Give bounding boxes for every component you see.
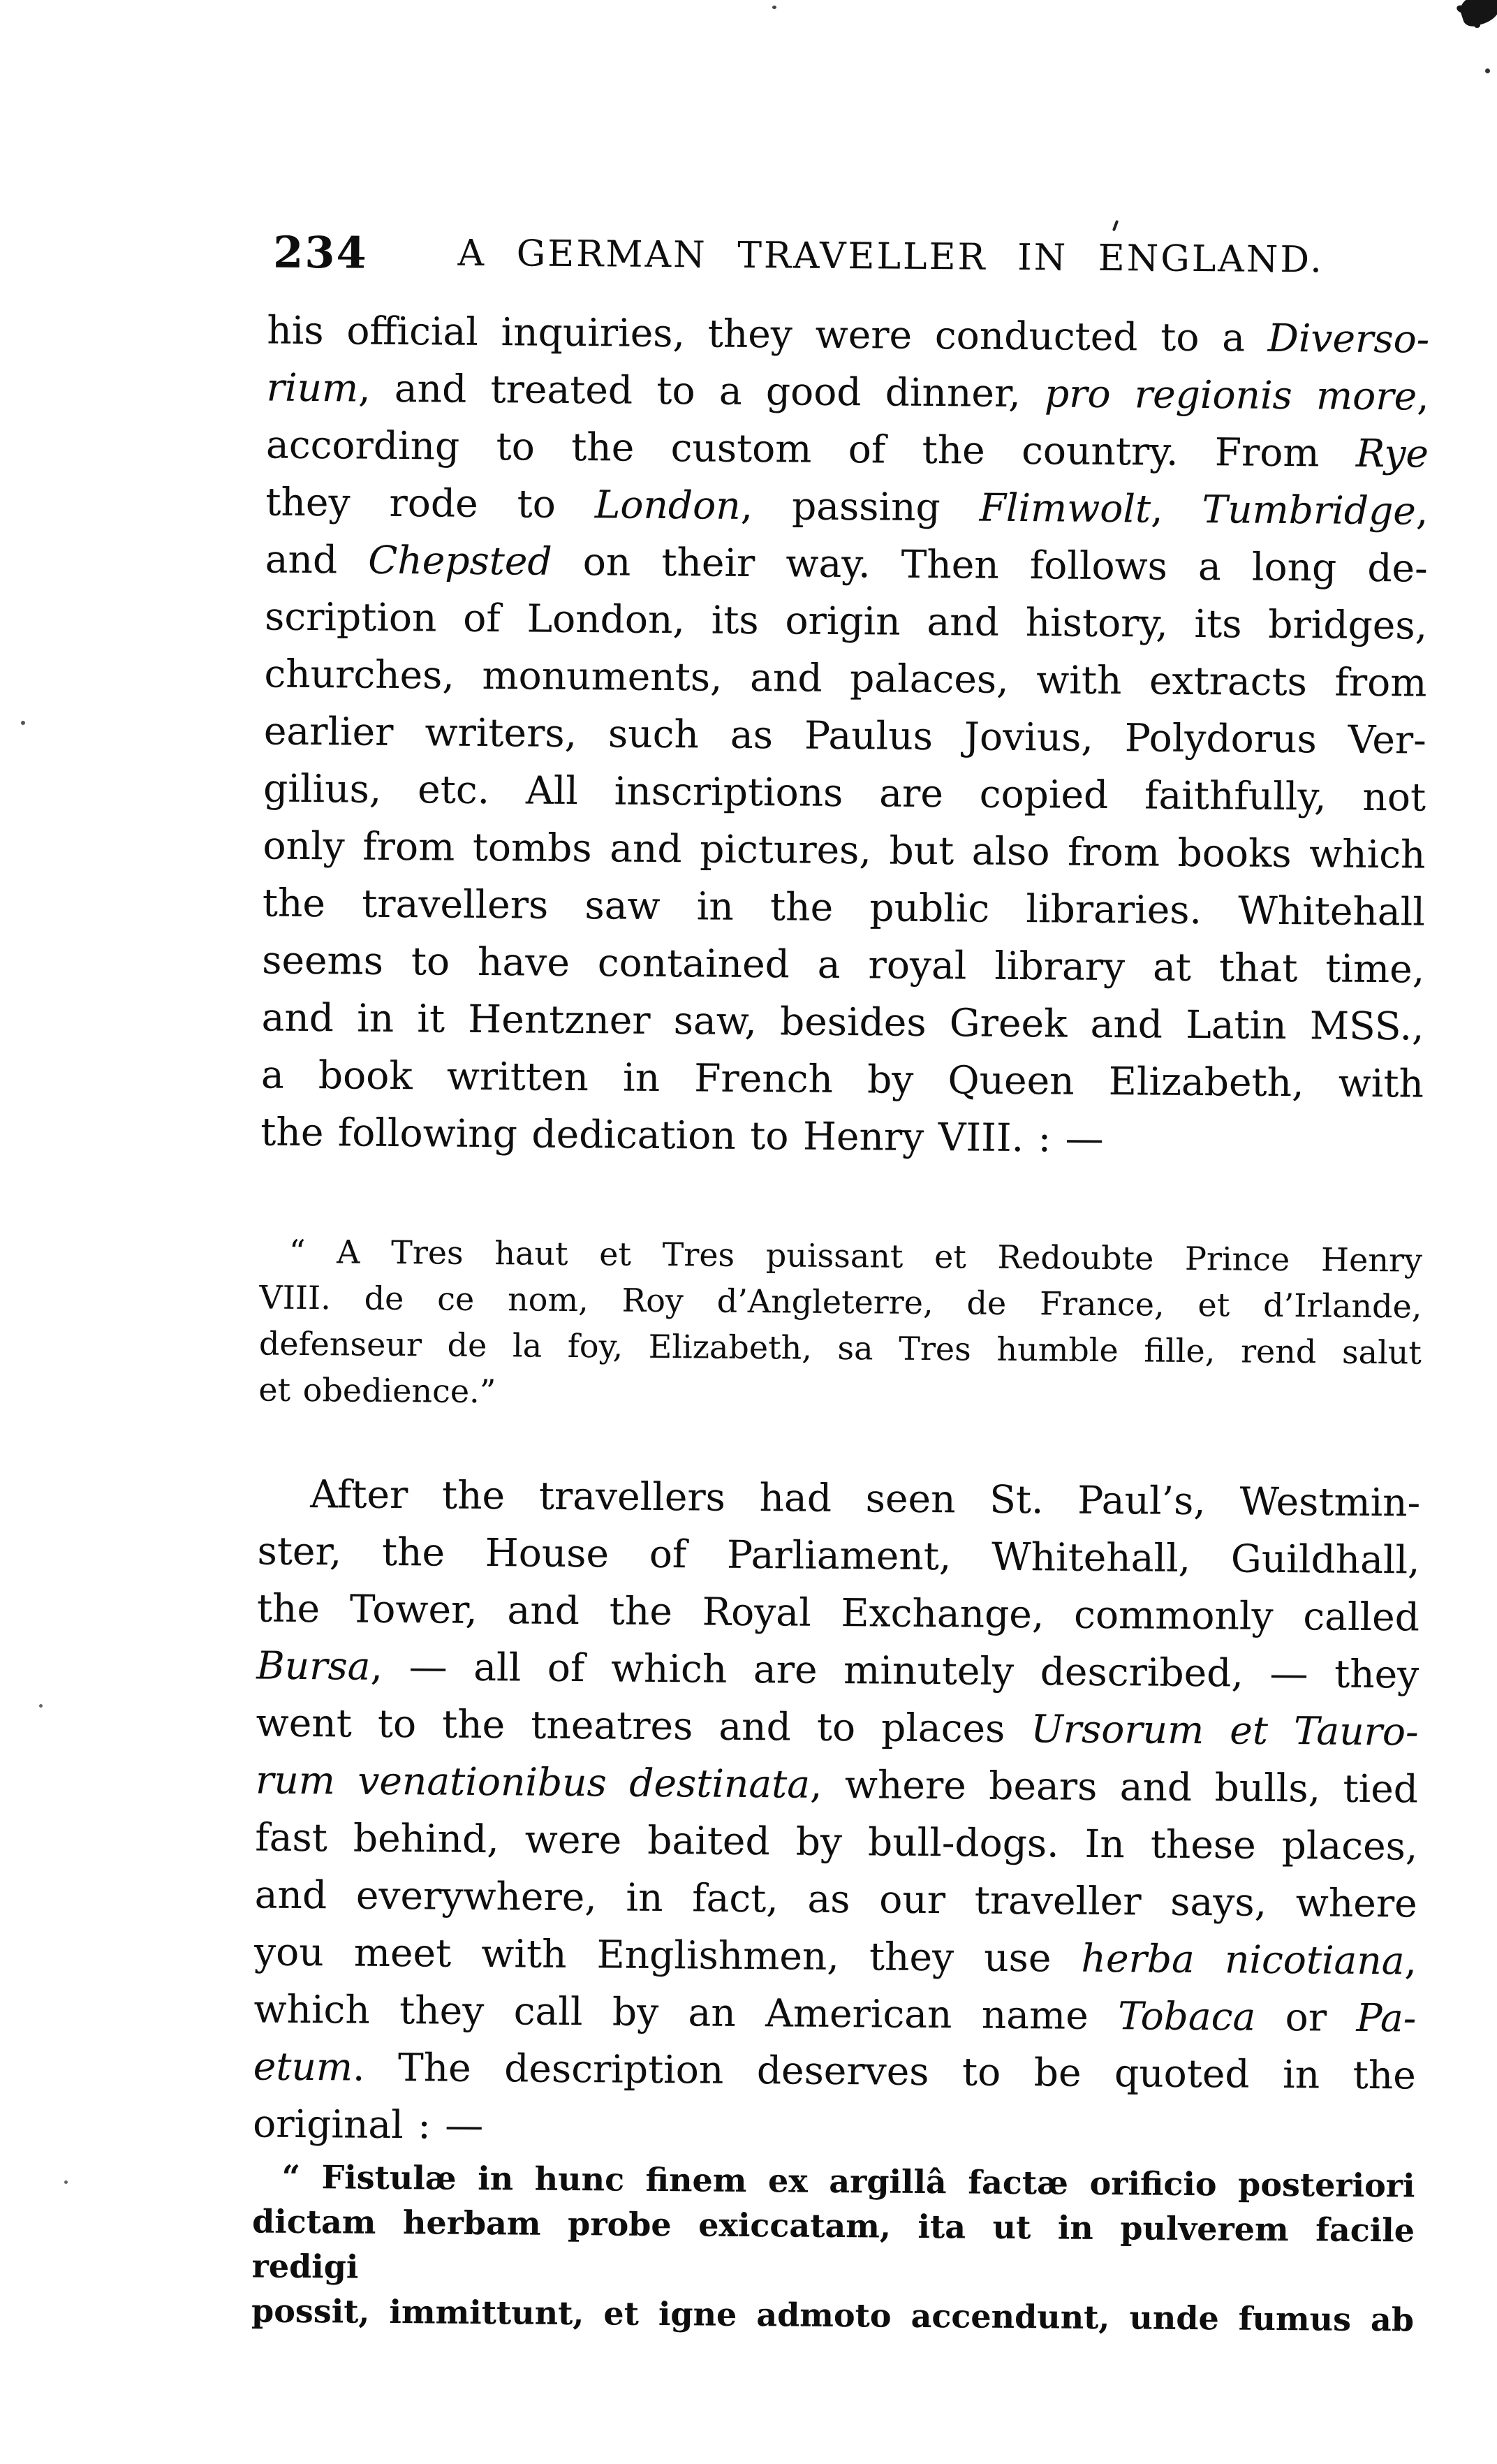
- text-segment: a book written in French by Queen Elizabeth, with: [260, 1052, 1424, 1106]
- text-segment: After the travellers had seen St. Paul’s, Westmin-: [310, 1472, 1421, 1525]
- running-title: A GERMAN TRAVELLER IN ENGLAND.: [457, 232, 1324, 281]
- text-line: [265, 531, 1428, 597]
- text-segment: the Tower, and the Royal Exchange, commonly called: [256, 1585, 1420, 1640]
- text-segment: “ Fistulæ in hunc finem ex argillâ factæ orificio posteriori: [281, 2157, 1415, 2205]
- text-line: [266, 416, 1429, 483]
- text-segment: earlier writers, such as Paulus Jovius, Polydorus Ver-: [263, 708, 1427, 763]
- italic-text-segment: Rye: [1355, 430, 1429, 476]
- text-segment: original : —: [252, 2101, 484, 2148]
- text-line: [263, 760, 1426, 826]
- text-segment: seems to have contained a royal library at that time,: [262, 937, 1425, 992]
- text-segment: and everywhere, in fact, as our traveller says, where: [254, 1872, 1417, 1926]
- italic-text-segment: Ursorum et Tauro-: [1031, 1706, 1419, 1754]
- text-line: [256, 1694, 1419, 1760]
- text-segment: the travellers saw in the public libraries. Whitehall: [262, 880, 1426, 934]
- italic-text-segment: rium: [266, 365, 359, 411]
- text-segment: which they call by an American name: [253, 1986, 1119, 2039]
- text-segment: , passing: [740, 483, 980, 530]
- text-segment: you meet with Englishmen, they use: [253, 1929, 1082, 1981]
- text-segment: ,: [1416, 374, 1429, 419]
- italic-text-segment: Bursa: [256, 1643, 371, 1689]
- text-segment: or: [1255, 1994, 1357, 2040]
- ink-speck: [772, 6, 776, 9]
- text-segment: , and treated to a good dinner,: [357, 365, 1045, 416]
- ink-speck: [39, 1704, 43, 1708]
- text-segment: , where bears and bulls, tied: [809, 1761, 1419, 1812]
- text-line: [253, 1980, 1417, 2046]
- text-segment: fast behind, were baited by bull-dogs. In these places,: [255, 1814, 1418, 1869]
- text-segment: on their way. Then follows a long de-: [552, 538, 1428, 591]
- text-segment: went to the tneatres and to places: [256, 1700, 1031, 1752]
- text-segment: and in it Hentzner saw, besides Greek and Latin MSS.,: [261, 995, 1424, 1049]
- text-segment: according to the custom of the country. From: [265, 422, 1357, 476]
- text-segment: ,: [1404, 1938, 1417, 1983]
- paragraph-official-inquiries: [260, 302, 1430, 1170]
- text-line: [256, 1636, 1419, 1703]
- text-line: [264, 703, 1427, 769]
- text-line: [257, 1523, 1420, 1589]
- italic-text-segment: pro regionis more: [1044, 371, 1417, 419]
- text-segment: ,: [1150, 486, 1202, 532]
- text-line: [265, 588, 1428, 654]
- text-segment: et obedience.”: [258, 1370, 496, 1411]
- text-segment: possit, immittunt, et igne admoto accendunt, unde fumus ab: [251, 2291, 1415, 2339]
- text-line: [253, 2095, 1416, 2161]
- italic-text-segment: Tobaca: [1117, 1993, 1256, 2039]
- text-segment: ,: [1415, 488, 1429, 534]
- text-line: [251, 2199, 1415, 2297]
- italic-text-segment: rum venationibus destinata: [255, 1757, 811, 1807]
- text-line: [257, 1579, 1420, 1645]
- scan-accent-artifact: [1112, 220, 1119, 231]
- text-line: [264, 645, 1427, 712]
- italic-text-segment: Diverso-: [1267, 315, 1430, 362]
- text-line: [265, 474, 1429, 540]
- text-segment: and: [265, 536, 369, 582]
- italic-text-segment: Flimwolt: [979, 485, 1151, 531]
- quote-dedication-french: [258, 1229, 1422, 1422]
- text-segment: scription of London, its origin and history, its bridges,: [264, 594, 1428, 648]
- text-segment: VIII. de ce nom, Roy d’Angleterre, de France, et d’Irlande,: [259, 1278, 1422, 1326]
- text-line: [263, 874, 1426, 941]
- italic-text-segment: Tumbridge: [1202, 487, 1417, 534]
- ink-speck: [21, 721, 25, 725]
- text-segment: , — all of which are minutely described, — they: [370, 1643, 1419, 1697]
- ink-speck: [64, 2180, 68, 2184]
- text-line: [251, 2288, 1414, 2342]
- text-segment: . The description deserves to be quoted in the: [352, 2044, 1417, 2098]
- text-line: [267, 302, 1430, 368]
- text-segment: defenseur de la foy, Elizabeth, sa Tres humble fille, rend salut: [258, 1324, 1422, 1372]
- quote-fistulae-latin: [251, 2154, 1415, 2342]
- text-segment: dictam herbam probe exiccatam, ita ut in pulverem facile redigi: [251, 2202, 1415, 2286]
- text-segment: his official inquiries, they were conducted to a: [267, 307, 1269, 360]
- italic-text-segment: Chepsted: [368, 537, 552, 584]
- italic-text-segment: etum: [253, 2044, 353, 2090]
- text-segment: only from tombs and pictures, but also from books which: [263, 823, 1426, 877]
- text-line: [266, 359, 1429, 425]
- paragraph-after-travellers: [253, 1465, 1421, 2162]
- text-line: [263, 817, 1426, 883]
- page-header: [267, 226, 1431, 296]
- text-line: [260, 1103, 1424, 1170]
- text-segment: “ A Tres haut et Tres puissant et Redoubte Prince Henry: [288, 1232, 1423, 1279]
- text-line: [258, 1465, 1421, 1532]
- text-segment: ster, the House of Parliament, Whitehall, Guildhall,: [257, 1528, 1420, 1583]
- text-line: [256, 1751, 1419, 1817]
- text-segment: the following dedication to Henry VIII. : —: [260, 1109, 1104, 1161]
- text-segment: gilius, etc. All inscriptions are copied faithfully, not: [263, 765, 1426, 820]
- text-line: [254, 1923, 1417, 1989]
- italic-text-segment: London: [594, 482, 741, 528]
- italic-text-segment: Pa-: [1356, 1995, 1417, 2041]
- text-line: [261, 1046, 1424, 1113]
- text-line: [255, 1808, 1418, 1875]
- text-line: [262, 932, 1425, 998]
- italic-text-segment: herba nicotiana: [1081, 1935, 1405, 1983]
- ink-speck: [1474, 22, 1480, 28]
- page-number: 234: [272, 226, 368, 279]
- text-line: [258, 1367, 1421, 1422]
- ink-speck: [1485, 68, 1490, 73]
- text-line: [253, 2037, 1417, 2104]
- text-segment: churches, monuments, and palaces, with extracts from: [264, 651, 1427, 705]
- text-segment: they rode to: [265, 479, 596, 527]
- text-line: [254, 1865, 1417, 1932]
- text-line: [261, 989, 1424, 1055]
